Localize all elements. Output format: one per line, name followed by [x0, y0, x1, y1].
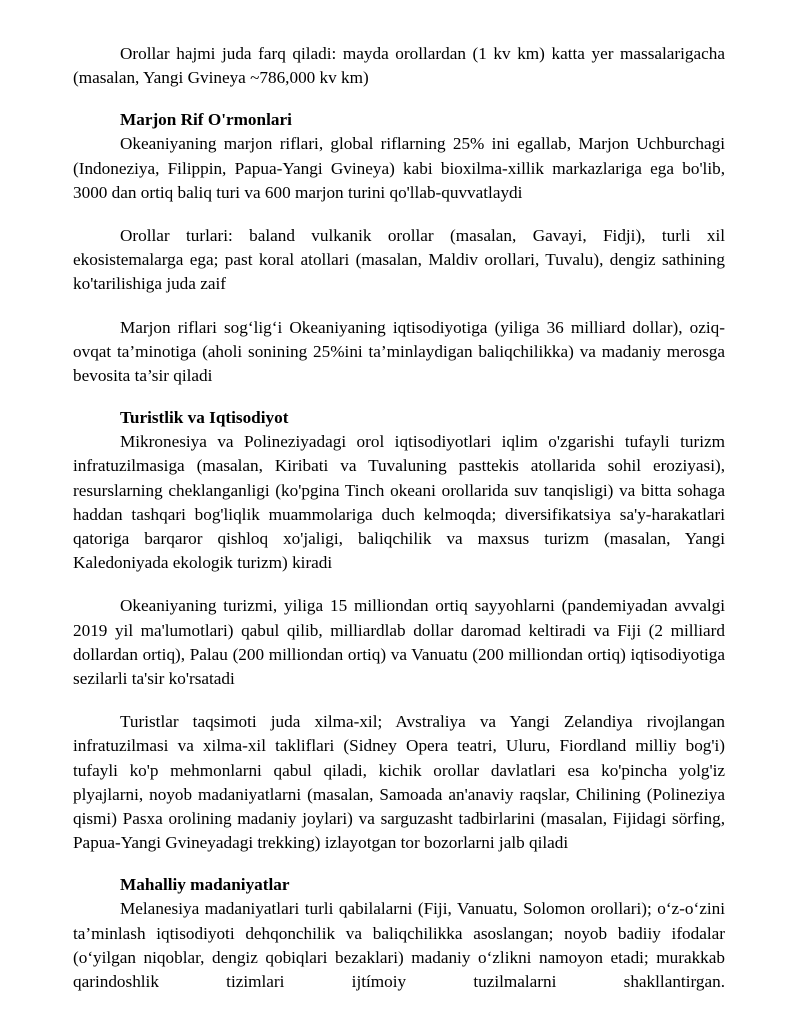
paragraph-tourism-stats: Okeaniyaning turizmi, yiliga 15 milliondan ortiq sayyohlarni (pandemiyadan avvalgi 2019 yil ma'lumotlari) qabul qilib, milliardlab dollar daromad keltiradi va Fiji (2 milliard dollardan ortiq), Palau (200 milliondan ortiq) va Vanuatu (200 milliondan ortiq) iqtisodiyotiga sezilarli ta'sir ko'rsatadi: [73, 596, 725, 689]
paragraph-island-economies: Mikronesiya va Polineziyadagi orol iqtisodiyotlari iqlim o'zgarishi tufayli turizm infratuzilmasiga (masalan, Kiribati va Tuvaluning pasttekis atollarida sohil eroziyasi), resurslarning cheklanganligi (ko'pgina Tinch okeani orollarida suv tanqisligi) va bitta sohaga haddan tashqari bog'liqlik muammolariga duch kelmoqda; diversifikatsiya sa'y-harakatlari qatoriga barqaror qishloq xo'jaligi, baliqchilik va maxsus turizm (masalan, Yangi Kaledoniyada ekologik turizm) kiradi: [73, 432, 725, 573]
heading-coral-reefs: Marjon Rif O'rmonlari: [120, 110, 292, 130]
paragraph-gap: [73, 855, 725, 874]
heading-local-cultures: Mahalliy madaniyatlar: [120, 875, 290, 895]
paragraph-gap: [73, 691, 725, 710]
paragraph-island-sizes: Orollar hajmi juda farq qiladi: mayda orollardan (1 kv km) katta yer massalarigacha (masalan, Yangi Gvineya ~786,000 kv km): [73, 44, 725, 88]
document-page: [73, 42, 725, 994]
paragraph-melanesian-cultures: Melanesiya madaniyatlari turli qabilalarni (Fiji, Vanuatu, Solomon orollari); o‘z-o‘zini ta’minlash iqtisodiyoti dehqonchilik va baliqchilikka asoslangan; noyob badiiy ifodalar (o‘yilgan niqoblar, dengiz qobiqlari bezaklari) madaniy o‘zlikni namoyon etadi; murakkab qarindoshlik tizimlari ijtímoiy tuzilmalarni shakllantirgan.: [73, 899, 725, 992]
paragraph-gap: [73, 90, 725, 109]
heading-tourism-economy: Turistlik va Iqtisodiyot: [120, 408, 289, 428]
paragraph-gap: [73, 388, 725, 407]
paragraph-reef-health: Marjon riflari sog‘lig‘i Okeaniyaning iqtisodiyotiga (yiliga 36 milliard dollar), oziq-ovqat ta’minotiga (aholi sonining 25%ini ta’minlaydigan baliqchilikka) va madaniy merosga bevosita ta’sir qiladi: [73, 317, 725, 386]
paragraph-island-types: Orollar turlari: baland vulkanik orollar (masalan, Gavayi, Fidji), turli xil ekosistemalarga ega; past koral atollari (masalan, Maldiv orollari, Tuvalu), dengiz sathining ko'tarilishiga juda zaif: [73, 226, 725, 294]
paragraph-gap: [73, 297, 725, 316]
paragraph-gap: [73, 205, 725, 224]
paragraph-coral-reefs: Okeaniyaning marjon riflari, global riflarning 25% ini egallab, Marjon Uchburchagi (Indoneziya, Filippin, Papua-Yangi Gvineya) kabi bioxilma-xillik markazlariga ega bo'lib, 3000 dan ortiq baliq turi va 600 marjon turini qo'llab-quvvatlaydi: [73, 134, 725, 202]
paragraph-tourist-distribution: Turistlar taqsimoti juda xilma-xil; Avstraliya va Yangi Zelandiya rivojlangan infratuzilmasi va xilma-xil takliflari (Sidney Opera teatri, Uluru, Fiordland milliy bog'i) tufayli ko'p mehmonlarni qabul qiladi, kichik orollar davlatlari esa ko'pincha yolg'iz plyajlarni, noyob madaniyatlarni (masalan, Samoada an'anaviy raqslar, Chilining (Polineziya qismi) Pasxa orolining madaniy joylari) va sarguzasht tadbirlarini (masalan, Fijidagi sörfing, Papua-Yangi Gvineyadagi trekking) izlayotgan tor bozorlarni jalb qiladi: [73, 712, 725, 853]
paragraph-gap: [73, 575, 725, 594]
